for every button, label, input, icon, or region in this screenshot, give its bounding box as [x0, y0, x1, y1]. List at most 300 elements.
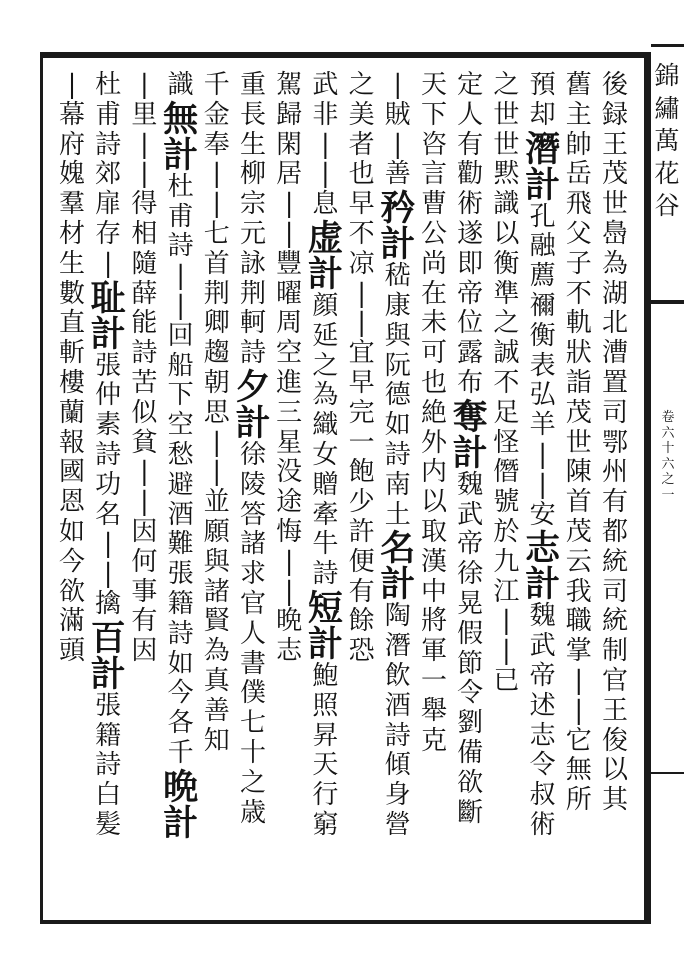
- text-char: 德: [384, 380, 411, 411]
- text-char: 制: [601, 636, 628, 667]
- margin-volume-char: 六: [661, 456, 675, 472]
- text-char: 生: [239, 129, 266, 160]
- text-char: 女: [312, 439, 339, 470]
- text-char: 詩: [167, 231, 194, 262]
- text-char: 早: [348, 189, 375, 220]
- text-char: 露: [457, 338, 484, 369]
- text-char: 閑: [276, 129, 303, 160]
- text-char: 荆: [239, 278, 266, 309]
- text-char: |: [284, 218, 294, 249]
- heading-char: 計: [525, 164, 561, 206]
- text-char: 南: [384, 469, 411, 500]
- text-char: |: [140, 129, 149, 160]
- text-char: 長: [239, 99, 266, 130]
- text-column: [162, 72, 200, 842]
- text-char: |: [103, 248, 113, 279]
- text-char: 軍: [420, 636, 447, 667]
- heading-char: 晩: [163, 766, 199, 808]
- text-char: 世: [601, 189, 628, 220]
- text-char: 魏: [529, 601, 556, 632]
- text-char: 人: [239, 618, 266, 649]
- text-char: 存: [95, 218, 122, 249]
- text-char: 擒: [95, 588, 122, 619]
- text-char: 晩: [276, 606, 303, 637]
- text-column: [53, 72, 91, 668]
- text-char: 㠀: [601, 218, 628, 249]
- text-char: 苦: [131, 367, 158, 398]
- text-char: 康: [384, 290, 411, 321]
- text-char: 照: [312, 690, 339, 721]
- text-char: 今: [167, 678, 194, 709]
- text-char: 奉: [203, 129, 230, 160]
- text-char: 美: [348, 99, 375, 130]
- text-char: 位: [457, 308, 484, 339]
- text-char: 準: [493, 278, 520, 309]
- heading-char: 無: [163, 98, 199, 140]
- text-char: 北: [601, 308, 628, 339]
- text-char: 甫: [95, 99, 122, 130]
- text-char: 足: [493, 397, 520, 428]
- text-char: 誠: [493, 338, 520, 369]
- text-char: 書: [239, 648, 266, 679]
- text-column: [379, 72, 417, 842]
- heading-char: 計: [452, 432, 488, 474]
- text-char: 身: [384, 780, 411, 811]
- text-char: 顔: [312, 290, 339, 321]
- text-char: 空: [167, 410, 194, 441]
- text-char: 如: [58, 516, 85, 547]
- text-char: 羣: [58, 189, 85, 220]
- text-char: 張: [95, 690, 122, 721]
- text-char: 與: [384, 320, 411, 351]
- text-char: 元: [239, 218, 266, 249]
- text-char: |: [538, 439, 547, 470]
- text-char: 人: [457, 99, 484, 130]
- text-char: 張: [95, 350, 122, 381]
- text-char: 茂: [565, 397, 592, 428]
- text-char: 帝: [457, 278, 484, 309]
- text-char: 飽: [348, 457, 375, 488]
- text-char: |: [502, 636, 511, 667]
- text-char: 欲: [457, 767, 484, 798]
- text-char: 魏: [457, 469, 484, 500]
- text-char: 以: [420, 487, 447, 518]
- text-char: |: [284, 546, 294, 577]
- text-char: 其: [601, 785, 628, 816]
- heading-char: 奪: [452, 396, 488, 438]
- text-char: 飛: [565, 189, 592, 220]
- text-char: 歳: [239, 797, 266, 828]
- text-char: 似: [131, 397, 158, 428]
- text-char: 曹: [420, 189, 447, 220]
- text-char: 為: [312, 380, 339, 411]
- text-char: 漕: [601, 338, 628, 369]
- text-char: 知: [203, 725, 230, 756]
- text-char: 中: [420, 576, 447, 607]
- text-char: 詣: [565, 367, 592, 398]
- text-char: 如: [167, 648, 194, 679]
- text-char: 子: [565, 248, 592, 279]
- text-char: 未: [420, 308, 447, 339]
- text-char: 徐: [239, 439, 266, 470]
- text-char: 星: [276, 427, 303, 458]
- text-char: 弘: [529, 380, 556, 411]
- text-char: |: [140, 159, 149, 190]
- text-char: 備: [457, 737, 484, 768]
- text-char: 仲: [95, 380, 122, 411]
- margin-title-char: 繡: [654, 93, 680, 123]
- text-char: 陳: [565, 457, 592, 488]
- text-char: 恩: [58, 487, 85, 518]
- text-char: 居: [276, 159, 303, 190]
- text-char: |: [140, 70, 149, 100]
- text-char: 令: [529, 750, 556, 781]
- text-char: 息: [312, 189, 339, 220]
- text-column: [125, 72, 163, 668]
- text-char: 潛: [384, 631, 411, 662]
- text-char: 勸: [457, 159, 484, 190]
- text-char: 求: [239, 559, 266, 590]
- text-char: 阮: [384, 350, 411, 381]
- text-char: 有: [457, 129, 484, 160]
- text-char: 賊: [384, 99, 411, 130]
- text-char: 非: [312, 99, 339, 130]
- text-char: 數: [58, 278, 85, 309]
- heading-char: 潛: [525, 128, 561, 170]
- heading-char: 計: [235, 402, 271, 444]
- text-char: 傾: [384, 750, 411, 781]
- text-char: 定: [457, 70, 484, 100]
- text-char: 隨: [131, 248, 158, 279]
- heading-char: 名: [380, 528, 416, 570]
- text-char: 柳: [239, 159, 266, 190]
- text-char: 扉: [95, 189, 122, 220]
- top-border: [40, 52, 647, 58]
- text-char: 頭: [58, 636, 85, 667]
- fish-tail-mark: [651, 300, 684, 304]
- text-char: 少: [348, 487, 375, 518]
- text-char: 州: [601, 457, 628, 488]
- margin-title-char: 錦: [654, 61, 680, 90]
- text-char: 帥: [565, 129, 592, 160]
- text-char: 識: [493, 189, 520, 220]
- text-char: 賢: [203, 606, 230, 637]
- heading-char: 計: [90, 313, 126, 355]
- text-char: 融: [529, 231, 556, 262]
- text-char: 取: [420, 516, 447, 547]
- center-column-top-rule: [651, 44, 684, 47]
- text-char: 内: [420, 457, 447, 488]
- text-char: 斷: [457, 797, 484, 828]
- text-char: 薦: [529, 261, 556, 292]
- text-char: 咨: [420, 129, 447, 160]
- text-char: 名: [95, 499, 122, 530]
- heading-char: 志: [525, 528, 561, 570]
- margin-volume-char: 一: [661, 487, 675, 503]
- margin-volume-char: 卷: [661, 410, 675, 425]
- text-char: 難: [167, 529, 194, 560]
- text-char: 者: [348, 129, 375, 160]
- heading-char: 計: [380, 564, 416, 606]
- text-char: 詩: [239, 338, 266, 369]
- text-char: 駕: [276, 70, 303, 100]
- text-char: 識: [167, 70, 194, 100]
- text-char: |: [502, 606, 511, 637]
- text-column: [306, 72, 344, 842]
- text-char: 號: [493, 487, 520, 518]
- text-char: 詩: [167, 618, 194, 649]
- text-char: 途: [276, 487, 303, 518]
- text-char: 父: [565, 218, 592, 249]
- text-char: 王: [601, 129, 628, 160]
- text-char: 進: [276, 367, 303, 398]
- text-char: 素: [95, 410, 122, 441]
- text-char: 陵: [239, 469, 266, 500]
- text-char: 營: [384, 809, 411, 840]
- text-char: 世: [565, 427, 592, 458]
- text-char: 詩: [95, 129, 122, 160]
- text-char: 掌: [565, 636, 592, 667]
- text-char: 録: [601, 99, 628, 130]
- heading-char: 計: [163, 134, 199, 176]
- text-char: 言: [420, 159, 447, 190]
- text-char: 有: [601, 487, 628, 518]
- text-char: 志: [276, 636, 303, 667]
- text-char: 為: [203, 636, 230, 667]
- text-char: 九: [493, 546, 520, 577]
- text-char: 也: [420, 367, 447, 398]
- text-char: 報: [58, 427, 85, 458]
- text-char: 鮑: [312, 660, 339, 691]
- heading-char: 計: [380, 224, 416, 266]
- text-char: 直: [58, 308, 85, 339]
- text-char: |: [393, 129, 403, 160]
- text-char: |: [212, 457, 222, 488]
- text-char: 鄂: [601, 427, 628, 458]
- text-char: 能: [131, 308, 158, 339]
- text-char: 蘭: [58, 397, 85, 428]
- text-char: 周: [276, 308, 303, 339]
- text-char: 薛: [131, 278, 158, 309]
- text-char: 統: [601, 606, 628, 637]
- text-char: 便: [348, 546, 375, 577]
- text-char: |: [321, 159, 330, 190]
- text-char: 之: [239, 767, 266, 798]
- text-char: 七: [203, 218, 230, 249]
- text-char: 不: [348, 218, 375, 249]
- text-char: 以: [601, 755, 628, 786]
- text-char: 官: [239, 588, 266, 619]
- text-char: 僕: [239, 678, 266, 709]
- text-char: 首: [203, 248, 230, 279]
- text-char: 後: [601, 70, 628, 100]
- center-column-rule: [651, 772, 684, 774]
- text-char: 絶: [420, 397, 447, 428]
- text-char: 生: [58, 248, 85, 279]
- text-column: [198, 72, 236, 757]
- heading-char: 計: [525, 564, 561, 606]
- text-char: 劉: [457, 708, 484, 739]
- text-column: [596, 72, 634, 817]
- text-char: |: [176, 261, 185, 292]
- text-char: 置: [601, 367, 628, 398]
- text-char: 甫: [167, 201, 194, 232]
- text-char: 司: [601, 576, 628, 607]
- text-char: 千: [203, 70, 230, 100]
- text-char: 十: [239, 737, 266, 768]
- text-char: 之: [348, 70, 375, 100]
- text-char: 黙: [493, 159, 520, 190]
- text-char: 公: [420, 218, 447, 249]
- text-char: 術: [529, 809, 556, 840]
- text-char: 牽: [312, 499, 339, 530]
- text-char: 叔: [529, 780, 556, 811]
- text-char: 世: [493, 99, 520, 130]
- text-char: 欲: [58, 576, 85, 607]
- text-char: 因: [131, 636, 158, 667]
- text-char: 職: [565, 606, 592, 637]
- text-char: 無: [565, 755, 592, 786]
- text-char: 與: [203, 546, 230, 577]
- text-char: |: [284, 576, 294, 607]
- text-char: 杜: [167, 171, 194, 202]
- text-char: 今: [58, 546, 85, 577]
- text-char: 僭: [493, 457, 520, 488]
- text-char: 白: [95, 780, 122, 811]
- text-char: 杜: [95, 70, 122, 100]
- text-char: 衡: [493, 248, 520, 279]
- text-char: 愁: [167, 439, 194, 470]
- text-column: [89, 72, 127, 842]
- text-char: 千: [167, 737, 194, 768]
- text-char: 有: [131, 606, 158, 637]
- text-char: |: [212, 427, 222, 458]
- text-char: 官: [601, 665, 628, 696]
- text-char: |: [284, 189, 294, 220]
- text-char: 也: [348, 159, 375, 190]
- text-char: 世: [493, 129, 520, 160]
- text-char: 善: [203, 695, 230, 726]
- text-char: 克: [420, 725, 447, 756]
- text-char: 云: [565, 546, 592, 577]
- margin-title-char: 萬: [654, 126, 680, 155]
- text-char: |: [393, 70, 403, 100]
- text-char: 所: [565, 785, 592, 816]
- text-char: |: [212, 159, 222, 190]
- text-char: 主: [565, 99, 592, 130]
- text-char: 里: [131, 99, 158, 130]
- text-char: 卿: [203, 308, 230, 339]
- text-char: 重: [239, 70, 266, 100]
- heading-char: 夕: [235, 366, 271, 408]
- text-char: 回: [167, 320, 194, 351]
- text-char: 述: [529, 690, 556, 721]
- text-char: 織: [312, 410, 339, 441]
- text-char: 王: [601, 695, 628, 726]
- text-char: 籍: [167, 588, 194, 619]
- text-char: 詩: [95, 750, 122, 781]
- text-char: 統: [601, 546, 628, 577]
- text-column: [487, 72, 525, 698]
- text-char: |: [538, 469, 547, 500]
- text-char: |: [67, 70, 77, 100]
- text-char: 江: [493, 576, 520, 607]
- text-char: 天: [420, 70, 447, 100]
- text-char: 晃: [457, 588, 484, 619]
- text-char: 狀: [565, 338, 592, 369]
- text-char: 令: [457, 678, 484, 709]
- text-char: 斬: [58, 338, 85, 369]
- text-char: 媿: [58, 159, 85, 190]
- text-char: |: [574, 665, 584, 696]
- text-char: 之: [493, 70, 520, 100]
- margin-volume-char: 之: [661, 472, 675, 488]
- text-char: 功: [95, 469, 122, 500]
- heading-char: 計: [163, 802, 199, 844]
- text-char: 贈: [312, 469, 339, 500]
- text-char: 首: [565, 487, 592, 518]
- text-char: 武: [312, 70, 339, 100]
- text-char: 徐: [457, 559, 484, 590]
- text-char: 籍: [95, 720, 122, 751]
- text-char: 下: [420, 99, 447, 130]
- text-char: 願: [203, 516, 230, 547]
- text-char: 湖: [601, 278, 628, 309]
- text-char: 七: [239, 708, 266, 739]
- text-char: |: [140, 487, 149, 518]
- text-char: 空: [276, 338, 303, 369]
- text-char: 完: [348, 397, 375, 428]
- text-char: 延: [312, 320, 339, 351]
- text-char: 詩: [384, 720, 411, 751]
- text-char: 酒: [167, 499, 194, 530]
- text-char: |: [103, 559, 113, 590]
- text-char: 羊: [529, 410, 556, 441]
- bottom-border: [40, 920, 647, 924]
- text-char: 却: [529, 99, 556, 130]
- text-char: 朝: [203, 367, 230, 398]
- text-char: 窮: [312, 809, 339, 840]
- text-char: 早: [348, 367, 375, 398]
- text-char: 武: [529, 631, 556, 662]
- text-char: 之: [312, 350, 339, 381]
- text-char: 帝: [529, 660, 556, 691]
- text-char: 它: [565, 725, 592, 756]
- heading-char: 矜: [380, 188, 416, 230]
- text-char: 幕: [58, 99, 85, 130]
- text-char: 貧: [131, 427, 158, 458]
- text-column: [560, 72, 598, 817]
- margin-volume-char: 六: [661, 425, 675, 441]
- text-char: 嵇: [384, 261, 411, 292]
- text-char: 布: [457, 367, 484, 398]
- right-border: [644, 52, 651, 924]
- text-char: 外: [420, 427, 447, 458]
- text-char: 詩: [384, 439, 411, 470]
- text-column: [234, 72, 272, 829]
- text-char: 詩: [95, 439, 122, 470]
- text-char: 善: [384, 159, 411, 190]
- text-char: 衡: [529, 320, 556, 351]
- text-char: 船: [167, 350, 194, 381]
- heading-char: 虚: [307, 217, 343, 259]
- text-char: 凉: [348, 248, 375, 279]
- text-column: [451, 72, 489, 829]
- text-char: 歸: [276, 99, 303, 130]
- text-char: 避: [167, 469, 194, 500]
- text-char: 思: [203, 397, 230, 428]
- text-char: 陶: [384, 601, 411, 632]
